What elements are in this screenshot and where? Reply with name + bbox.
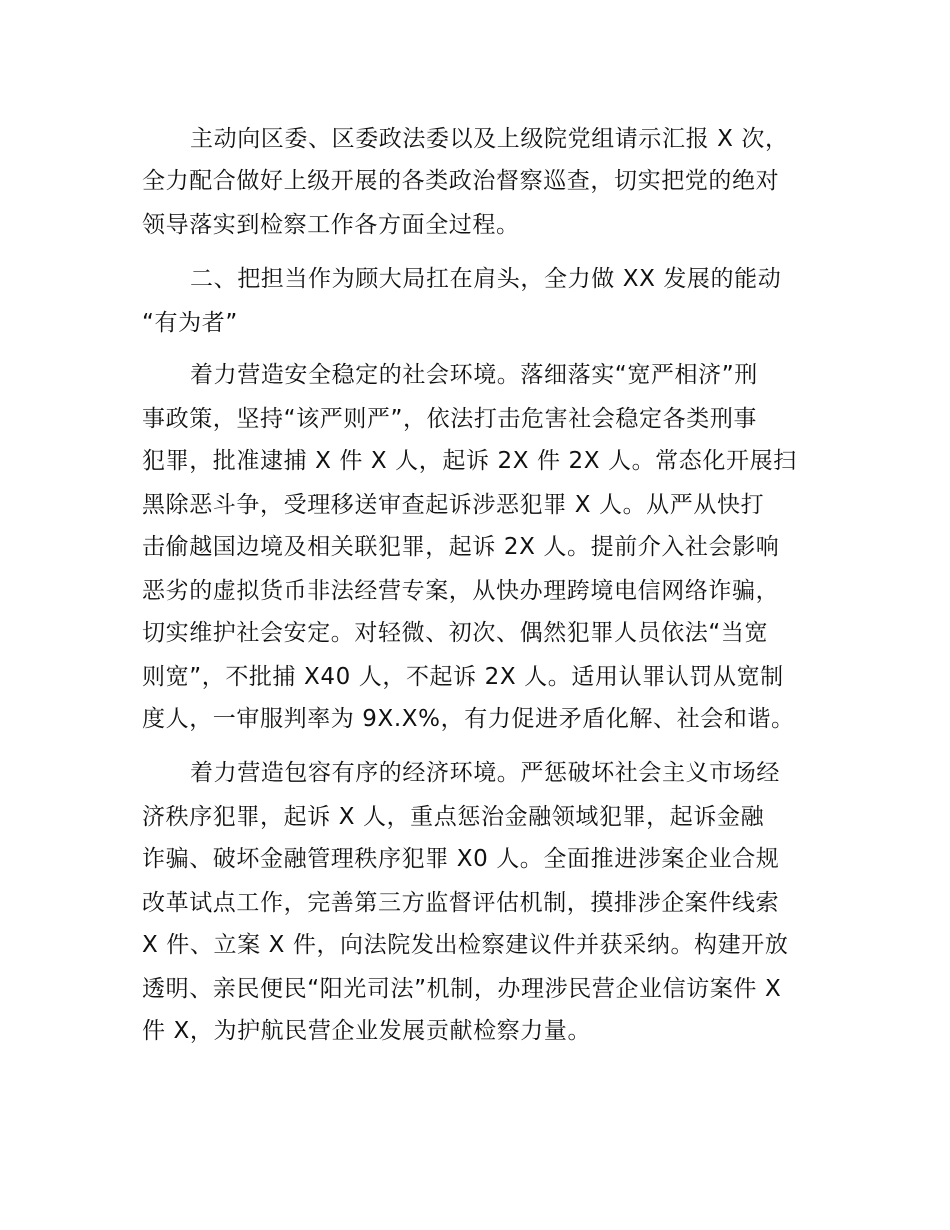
paragraph-4-line-6: 透明、亲民便民“阳光司法”机制，办理涉民营企业信访案件 X bbox=[142, 976, 782, 1002]
paragraph-1-line-3: 领导落实到检察工作各方面全过程。 bbox=[142, 212, 520, 238]
section-heading-line-2: “有为者” bbox=[142, 310, 238, 336]
paragraph-4-line-2: 济秩序犯罪，起诉 X 人，重点惩治金融领域犯罪，起诉金融 bbox=[142, 804, 765, 830]
paragraph-3-line-5: 击偷越国边境及相关联犯罪，起诉 2X 人。提前介入社会影响 bbox=[142, 534, 780, 560]
paragraph-3-line-7: 切实维护社会安定。对轻微、初次、偶然犯罪人员依法“当宽 bbox=[142, 620, 769, 646]
paragraph-3-line-8: 则宽”，不批捕 X40 人，不起诉 2X 人。适用认罪认罚从宽制 bbox=[142, 664, 784, 690]
section-heading-line-1: 二、把担当作为顾大局扛在肩头，全力做 XX 发展的能动 bbox=[190, 266, 782, 292]
paragraph-3-line-1: 着力营造安全稳定的社会环境。落细落实“宽严相济”刑 bbox=[190, 362, 758, 388]
paragraph-4-line-5: X 件、立案 X 件，向法院发出检察建议件并获采纳。构建开放 bbox=[142, 932, 789, 958]
paragraph-4-line-4: 改革试点工作，完善第三方监督评估机制，摸排涉企案件线索 bbox=[142, 890, 780, 916]
paragraph-1-line-1: 主动向区委、区委政法委以及上级院党组请示汇报 X 次， bbox=[190, 126, 789, 152]
paragraph-4-line-3: 诈骗、破坏金融管理秩序犯罪 X0 人。全面推进涉案企业合规 bbox=[142, 846, 780, 872]
paragraph-3-line-3: 犯罪，批准逮捕 X 件 X 人，起诉 2X 件 2X 人。常态化开展扫 bbox=[142, 448, 797, 474]
paragraph-3-line-2: 事政策，坚持“该严则严”，依法打击危害社会稳定各类刑事 bbox=[142, 406, 758, 432]
paragraph-3-line-9: 度人，一审服判率为 9X.X%，有力促进矛盾化解、社会和谐。 bbox=[142, 706, 795, 732]
paragraph-3-line-6: 恶劣的虚拟货币非法经营专案，从快办理跨境电信网络诈骗， bbox=[142, 578, 780, 604]
paragraph-1-line-2: 全力配合做好上级开展的各类政治督察巡查，切实把党的绝对 bbox=[142, 168, 780, 194]
paragraph-3-line-4: 黑除恶斗争，受理移送审查起诉涉恶犯罪 X 人。从严从快打 bbox=[142, 492, 765, 518]
paragraph-4-line-7: 件 X，为护航民营企业发展贡献检察力量。 bbox=[142, 1018, 592, 1044]
paragraph-4-line-1: 着力营造包容有序的经济环境。严惩破坏社会主义市场经 bbox=[190, 760, 780, 786]
